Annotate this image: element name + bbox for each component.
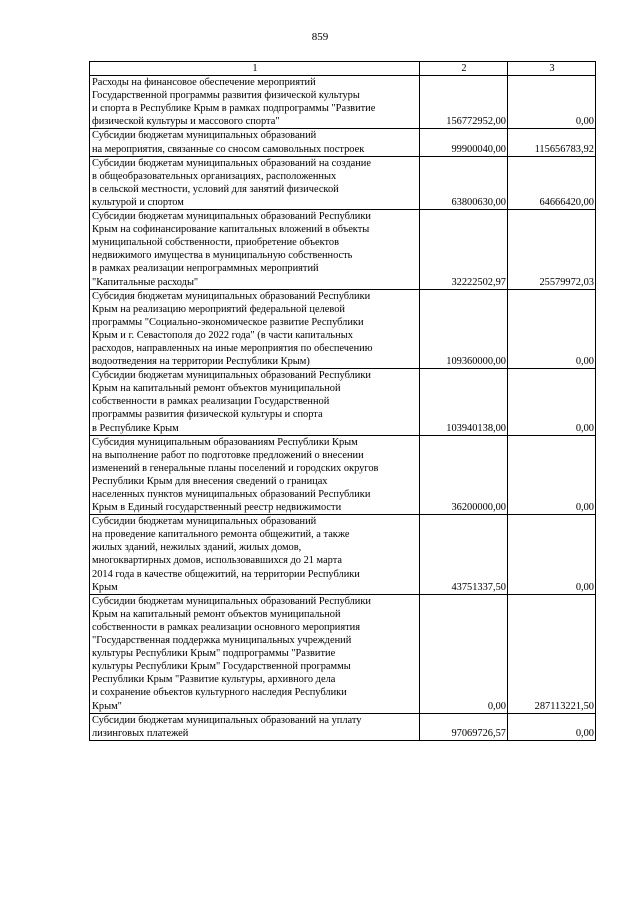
table-header-row [90, 62, 596, 76]
row-amount-col2: 32222502,97 [420, 210, 508, 290]
row-description: Расходы на финансовое обеспечение мероприятий Государственной программы развития физической культуры и спорта в Республике Крым в рамках подпрограммы "Развитие физической культуры и массового спорта" [90, 76, 420, 129]
row-amount-col3: 0,00 [508, 369, 596, 435]
row-description: Субсидии бюджетам муниципальных образований на уплату лизинговых платежей [90, 713, 420, 740]
budget-table [89, 61, 596, 741]
row-amount-col3: 64666420,00 [508, 156, 596, 209]
table-row [90, 594, 596, 713]
row-amount-col2: 43751337,50 [420, 515, 508, 595]
row-amount-col3: 0,00 [508, 289, 596, 369]
table-row [90, 713, 596, 740]
row-amount-col2: 36200000,00 [420, 435, 508, 515]
table-row [90, 369, 596, 435]
table-row [90, 515, 596, 595]
row-amount-col2: 99900040,00 [420, 129, 508, 156]
row-description: Субсидии бюджетам муниципальных образований на создание в общеобразовательных организациях, расположенных в сельской местности, условий для занятий физической культурой и спортом [90, 156, 420, 209]
row-description: Субсидии бюджетам муниципальных образований Республики Крым на капитальный ремонт объектов муниципальной собственности в рамках реализации основного мероприятия "Государственная поддержка муниципальных учреждений культуры Республики Крым" подпрограммы "Развитие культуры Республики Крым" Государственной программы Республики Крым "Развитие культуры, архивного дела и сохранение объектов культурного наследия Республики Крым" [90, 594, 420, 713]
row-description: Субсидии бюджетам муниципальных образований Республики Крым на капитальный ремонт объектов муниципальной собственности в рамках реализации Государственной программы развития физической культуры и спорта в Республике Крым [90, 369, 420, 435]
row-amount-col3: 0,00 [508, 713, 596, 740]
row-description: Субсидия бюджетам муниципальных образований Республики Крым на реализацию мероприятий федеральной целевой программы "Социально-экономическое развитие Республики Крым и г. Севастополя до 2022 года" (в части капитальных расходов, направленных на иные мероприятия по обеспечению водоотведения на территории Республики Крым) [90, 289, 420, 369]
row-description: Субсидия муниципальным образованиям Республики Крым на выполнение работ по подготовке предложений о внесении изменений в генеральные планы поселений и городских округов Республики Крым для внесения сведений о границах населенных пунктов муниципальных образований Республики Крым в Единый государственный реестр недвижимости [90, 435, 420, 515]
row-amount-col3: 25579972,03 [508, 210, 596, 290]
table-row [90, 210, 596, 290]
row-amount-col3: 0,00 [508, 435, 596, 515]
column-header-3: 3 [508, 62, 596, 76]
row-amount-col2: 97069726,57 [420, 713, 508, 740]
table-row [90, 435, 596, 515]
row-description: Субсидии бюджетам муниципальных образований Республики Крым на софинансирование капитальных вложений в объекты муниципальной собственности, приобретение объектов недвижимого имущества в муниципальную собственность в рамках реализации непрограммных мероприятий "Капитальные расходы" [90, 210, 420, 290]
row-amount-col3: 0,00 [508, 76, 596, 129]
budget-table-body [90, 62, 596, 741]
row-amount-col2: 63800630,00 [420, 156, 508, 209]
row-amount-col3: 0,00 [508, 515, 596, 595]
row-description: Субсидии бюджетам муниципальных образований на мероприятия, связанные со сносом самовольных построек [90, 129, 420, 156]
table-row [90, 156, 596, 209]
table-row [90, 76, 596, 129]
table-row [90, 289, 596, 369]
row-amount-col3: 287113221,50 [508, 594, 596, 713]
row-description: Субсидии бюджетам муниципальных образований на проведение капитального ремонта общежитий, а также жилых зданий, нежилых зданий, жилых домов, многоквартирных домов, использовавшихся до 21 марта 2014 года в качестве общежитий, на территории Республики Крым [90, 515, 420, 595]
page-number: 859 [311, 31, 329, 43]
row-amount-col2: 103940138,00 [420, 369, 508, 435]
row-amount-col2: 0,00 [420, 594, 508, 713]
table-row [90, 129, 596, 156]
column-header-2: 2 [420, 62, 508, 76]
row-amount-col3: 115656783,92 [508, 129, 596, 156]
column-header-1: 1 [90, 62, 420, 76]
row-amount-col2: 156772952,00 [420, 76, 508, 129]
row-amount-col2: 109360000,00 [420, 289, 508, 369]
